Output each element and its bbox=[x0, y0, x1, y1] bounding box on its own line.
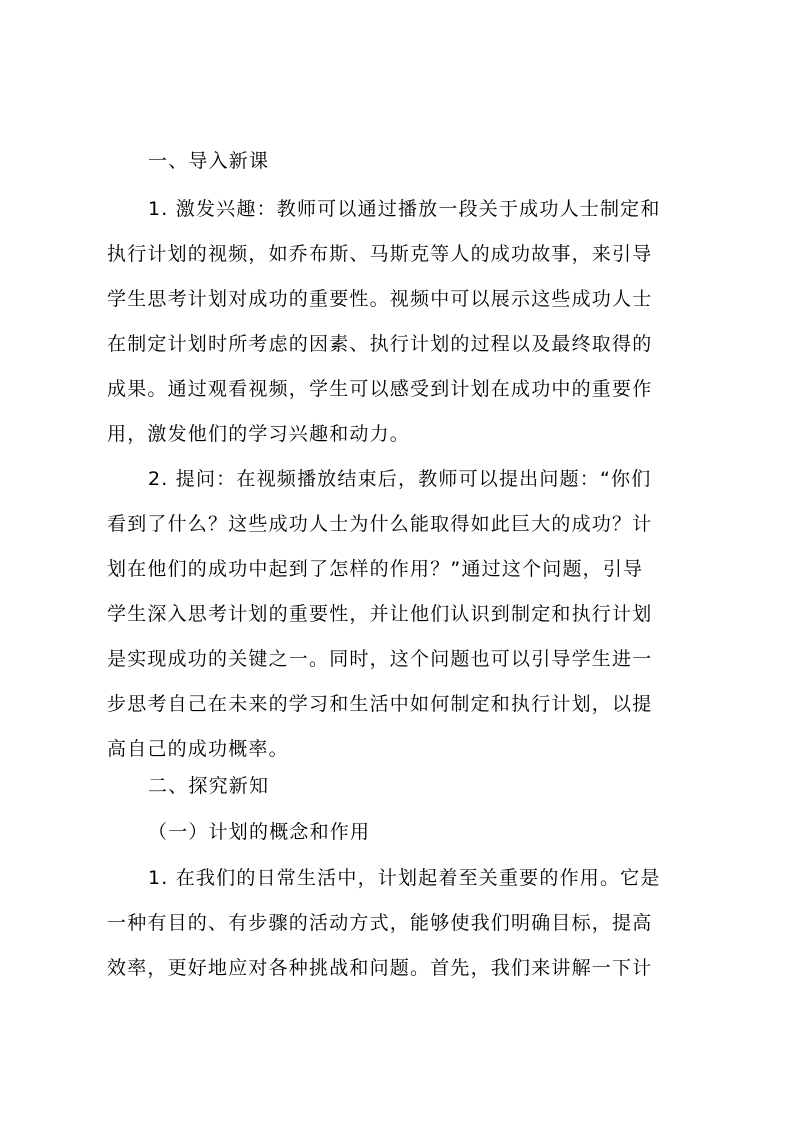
paragraph-line: 效率，更好地应对各种挑战和问题。首先，我们来讲解一下计 bbox=[107, 957, 653, 979]
paragraph-line: 1. 在我们的日常生活中，计划起着至关重要的作用。它是 bbox=[148, 867, 661, 889]
paragraph-line: 执行计划的视频，如乔布斯、马斯克等人的成功故事，来引导 bbox=[107, 243, 653, 265]
section-heading-explore: 二、探究新知 bbox=[148, 775, 270, 797]
paragraph-line: 一种有目的、有步骤的活动方式，能够使我们明确目标，提高 bbox=[107, 912, 653, 934]
paragraph-line: 学生深入思考计划的重要性，并让他们认识到制定和执行计划 bbox=[107, 603, 653, 625]
paragraph-line: 成果。通过观看视频，学生可以感受到计划在成功中的重要作 bbox=[107, 378, 653, 400]
subsection-heading: （一）计划的概念和作用 bbox=[148, 821, 371, 843]
paragraph-line: 看到了什么？这些成功人士为什么能取得如此巨大的成功？计 bbox=[107, 513, 653, 535]
paragraph-line: 划在他们的成功中起到了怎样的作用？”通过这个问题，引导 bbox=[107, 558, 644, 580]
paragraph-line: 1. 激发兴趣：教师可以通过播放一段关于成功人士制定和 bbox=[148, 198, 661, 220]
paragraph-line: 在制定计划时所考虑的因素、执行计划的过程以及最终取得的 bbox=[107, 333, 653, 355]
paragraph-line: 2. 提问：在视频播放结束后，教师可以提出问题：“你们 bbox=[148, 468, 652, 490]
paragraph-line: 用，激发他们的学习兴趣和动力。 bbox=[107, 423, 411, 445]
section-heading-intro: 一、导入新课 bbox=[148, 150, 270, 172]
paragraph-line: 是实现成功的关键之一。同时，这个问题也可以引导学生进一 bbox=[107, 648, 653, 670]
paragraph-line: 学生思考计划对成功的重要性。视频中可以展示这些成功人士 bbox=[107, 288, 653, 310]
paragraph-line: 高自己的成功概率。 bbox=[107, 738, 289, 760]
paragraph-line: 步思考自己在未来的学习和生活中如何制定和执行计划，以提 bbox=[107, 693, 653, 715]
